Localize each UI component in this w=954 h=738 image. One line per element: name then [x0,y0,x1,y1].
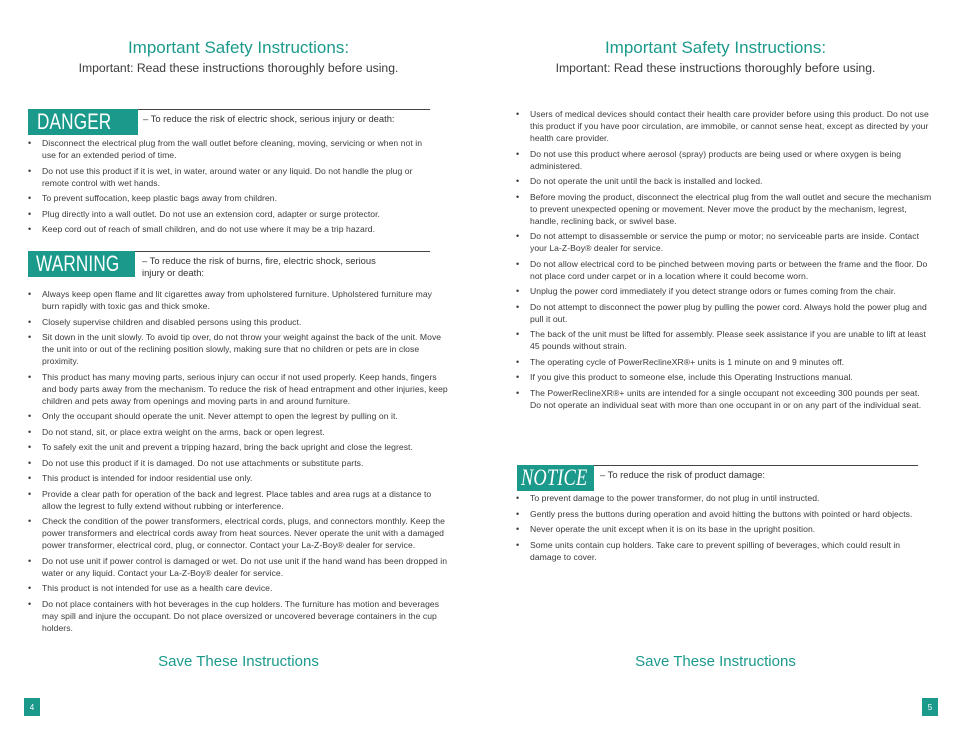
list-item: • Always keep open flame and lit cigarettes away from upholstered furniture. Upholstered furniture may burn rapidly with toxic gas and thick smoke. [25,288,450,312]
list-item: • Some units contain cup holders. Take care to prevent spilling of beverages, which could result in damage to cover. [513,539,933,563]
list-item: • To prevent damage to the power transformer, do not plug in until instructed. [513,492,933,504]
list-item: • Plug directly into a wall outlet. Do not use an extension cord, adapter or surge protector. [25,208,437,220]
list-item: • Do not stand, sit, or place extra weight on the arms, back or open legrest. [25,426,450,438]
list-item: • Users of medical devices should contact their health care provider before using this product. Do not use this product if you have poor circulation, are immobile, or cannot sense heat, except as directed by your health care provider. [513,108,933,144]
warning-header [28,251,430,279]
save-instructions: Save These Instructions [635,653,796,670]
list-item: • This product has many moving parts, serious injury can occur if not used properly. Keep hands, fingers and body parts away from the mechanism. To reduce the risk of head entrapment and other injuries, keep children and pets away from openings and moving parts in and around furniture. [25,371,450,407]
list-item: • Do not allow electrical cord to be pinched between moving parts or between the frame and the floor. Do not place cord under carpet or in a location where it could become worn. [513,258,933,282]
list-item: • Provide a clear path for operation of the back and legrest. Place tables and area rugs at a distance to allow the legrest to fully extend without rubbing or interference. [25,488,450,512]
list-item: • Closely supervise children and disabled persons using this product. [25,316,450,328]
danger-intro: – To reduce the risk of electric shock, serious injury or death: [143,113,395,124]
save-instructions: Save These Instructions [158,653,319,670]
list-item: • This product is intended for indoor residential use only. [25,472,450,484]
list-item: • Do not attempt to disconnect the power plug by pulling the power cord. Always hold the power plug and pull it out. [513,301,933,325]
list-item: • Do not operate the unit until the back is installed and locked. [513,175,933,187]
page-number: 5 [922,698,938,716]
warning-label: WARNING [36,251,120,276]
list-item: • Disconnect the electrical plug from the wall outlet before cleaning, moving, servicing or when not in use for an extended period of time. [25,137,437,161]
danger-badge [28,109,138,135]
list-item: • Sit down in the unit slowly. To avoid tip over, do not throw your weight against the back of the unit. Move the unit into or out of the reclining position slowly, making sure that no children or pets are in close proximity. [25,331,450,367]
page-subtitle: Important: Read these instructions thoroughly before using. [555,61,876,75]
warning-intro: – To reduce the risk of burns, fire, electric shock, serious injury or death: [142,255,376,278]
right-page [477,0,954,738]
list-item: • Do not attempt to disassemble or service the pump or motor; no serviceable parts are inside. Contact your La-Z-Boy® dealer for service. [513,230,933,254]
list-item: • Do not use this product if it is damaged. Do not use attachments or substitute parts. [25,457,450,469]
notice-badge [517,465,594,491]
page-subtitle: Important: Read these instructions thoroughly before using. [78,61,399,75]
list-item: • This product is not intended for use as a health care device. [25,582,450,594]
list-item: • Unplug the power cord immediately if you detect strange odors or fumes coming from the chair. [513,285,933,297]
page-number: 4 [24,698,40,716]
list-item: • The back of the unit must be lifted for assembly. Please seek assistance if you are unable to lift at least 45 pounds without strain. [513,328,933,352]
notice-label: NOTICE [521,465,588,490]
list-item: • Do not use unit if power control is damaged or wet. Do not use unit if the hand wand has been dropped in water or any liquid. Contact your La-Z-Boy® dealer for service. [25,555,450,579]
page-title: Important Safety Instructions: [604,38,827,57]
warning-list [25,288,450,637]
list-item: • To prevent suffocation, keep plastic bags away from children. [25,192,437,204]
list-item: • To safely exit the unit and prevent a tripping hazard, bring the back upright and close the legrest. [25,441,450,453]
danger-label: DANGER [36,109,112,134]
list-item: • Do not use this product where aerosol (spray) products are being used or where oxygen is being administered. [513,148,933,172]
list-item: • Do not use this product if it is wet, in water, around water or any liquid. Do not handle the plug or remote control with wet hands. [25,165,437,189]
safety-list [513,108,933,414]
list-item: • Only the occupant should operate the unit. Never attempt to open the legrest by pulling on it. [25,410,450,422]
page-title: Important Safety Instructions: [127,38,350,57]
list-item: • Do not place containers with hot beverages in the cup holders. The furniture has motion and beverages may spill and injure the occupant. Do not place oversized or uncovered beverage containers in the cup holders. [25,598,450,634]
list-item: • Check the condition of the power transformers, electrical cords, plugs, and connectors monthly. Keep the power transformers and electrical cords away from heat sources. Never operate the unit with a damaged power transformer, electrical cord, plug, or connector. Contact your La-Z-Boy® dealer for service. [25,515,450,551]
list-item: • The operating cycle of PowerReclineXR®+ units is 1 minute on and 9 minutes off. [513,356,933,368]
warning-badge [28,251,135,277]
list-item: • Never operate the unit except when it is on its base in the upright position. [513,523,933,535]
danger-header [28,109,430,137]
notice-header [517,465,918,493]
list-item: • If you give this product to someone else, include this Operating Instructions manual. [513,371,933,383]
notice-intro: – To reduce the risk of product damage: [600,469,766,480]
list-item: • Keep cord out of reach of small children, and do not use where it may be a trip hazard. [25,223,437,235]
list-item: • Before moving the product, disconnect the electrical plug from the wall outlet and secure the mechanism to prevent unexpected opening or movement. Never move the product by the mechanism, legrest, handle, reclining back, or swivel base. [513,191,933,227]
notice-list [513,492,933,566]
list-item: • Gently press the buttons during operation and avoid hitting the buttons with pointed or hard objects. [513,508,933,520]
warning-triangle-icon [32,114,33,130]
danger-list [25,137,437,239]
list-item: • The PowerReclineXR®+ units are intended for a single occupant not exceeding 300 pounds per seat. Do not operate an individual seat with more than one occupant in or on any part of the individual seat. [513,387,933,411]
